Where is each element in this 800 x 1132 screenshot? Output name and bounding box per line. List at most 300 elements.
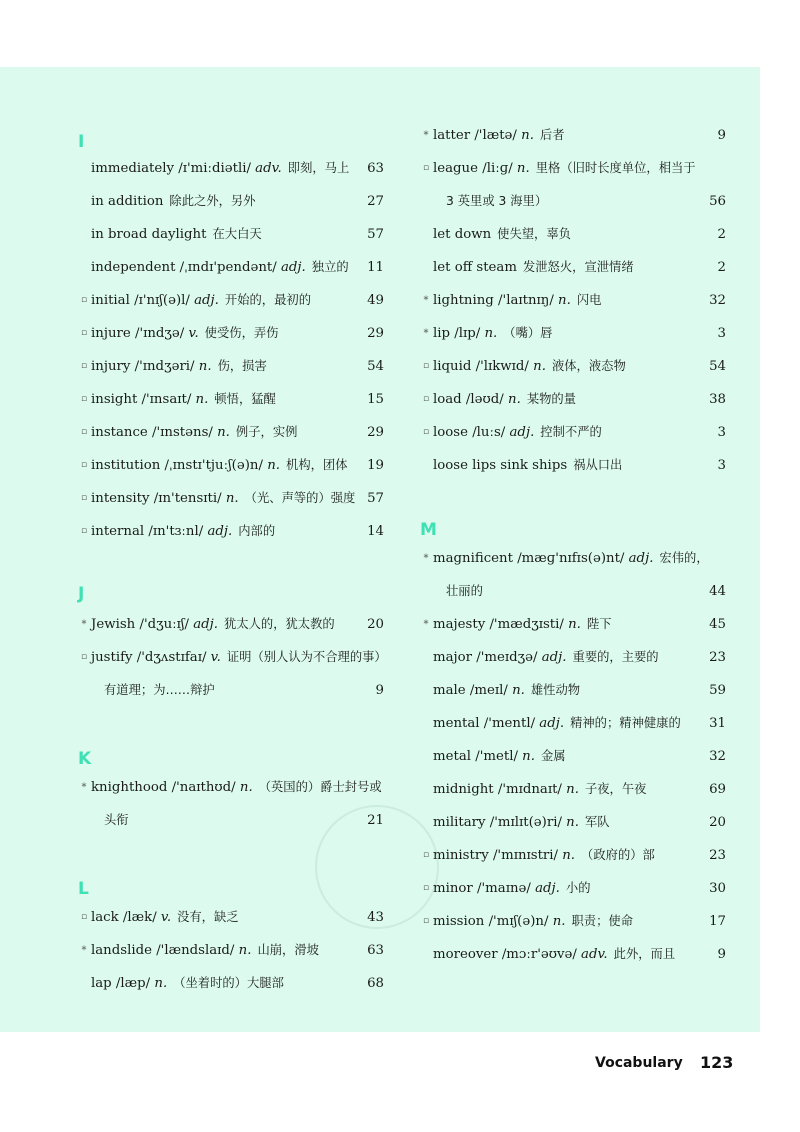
pronunciation: /'ɪnsaɪt/ bbox=[137, 392, 192, 407]
page-ref: 45 bbox=[709, 617, 726, 632]
vocab-entry bbox=[420, 350, 726, 383]
headword: lightning bbox=[433, 293, 494, 308]
part-of-speech: n. bbox=[561, 782, 579, 797]
definition: 祸从口出 bbox=[573, 458, 623, 472]
headword: justify bbox=[91, 650, 133, 665]
pronunciation: /'dʒʌstɪfaɪ/ bbox=[132, 650, 207, 665]
pronunciation: /læp/ bbox=[111, 976, 151, 991]
headword: instance bbox=[91, 425, 148, 440]
page-ref: 9 bbox=[717, 128, 726, 143]
entry-text bbox=[91, 317, 278, 350]
page-ref: 68 bbox=[367, 976, 384, 991]
entry-text bbox=[433, 839, 655, 872]
square-marker-icon: ▫ bbox=[80, 295, 88, 305]
page-ref: 9 bbox=[717, 947, 726, 962]
entry-continuation bbox=[420, 575, 726, 608]
vocab-entry bbox=[420, 284, 726, 317]
entry-text bbox=[91, 152, 349, 185]
vocab-entry bbox=[78, 934, 384, 967]
part-of-speech: n. bbox=[558, 848, 576, 863]
definition: 独立的 bbox=[311, 260, 349, 274]
headword: loose bbox=[433, 425, 468, 440]
part-of-speech: n. bbox=[150, 976, 168, 991]
page-ref: 54 bbox=[709, 359, 726, 374]
pronunciation: /ɪn'tɜːnl/ bbox=[144, 524, 204, 539]
entry-text bbox=[433, 905, 633, 938]
headword: landslide bbox=[91, 943, 152, 958]
square-marker-icon: ▫ bbox=[80, 912, 88, 922]
pronunciation: /'ɪndʒə/ bbox=[130, 326, 185, 341]
page-ref: 19 bbox=[367, 458, 384, 473]
definition: （光、声等的）强度 bbox=[244, 491, 356, 505]
page-ref: 49 bbox=[367, 293, 384, 308]
square-marker-icon: ▫ bbox=[422, 163, 430, 173]
entry-text bbox=[91, 771, 382, 804]
definition: 在大白天 bbox=[212, 227, 262, 241]
definition: 3 英里或 3 海里） bbox=[446, 194, 548, 208]
headword: major bbox=[433, 650, 473, 665]
star-marker-icon: * bbox=[81, 945, 87, 956]
vocab-entry bbox=[420, 905, 726, 938]
entry-text bbox=[91, 350, 267, 383]
pronunciation: /'ɪnstəns/ bbox=[147, 425, 213, 440]
pronunciation: /'ɪndʒəri/ bbox=[130, 359, 195, 374]
square-marker-icon: ▫ bbox=[422, 427, 430, 437]
entry-text bbox=[91, 416, 297, 449]
square-marker-icon: ▫ bbox=[422, 361, 430, 371]
section-letter: J bbox=[78, 584, 85, 604]
star-marker-icon: * bbox=[81, 619, 87, 630]
pronunciation: /ɪn'tensɪti/ bbox=[149, 491, 222, 506]
pronunciation: /ˌɪndɪ'pendənt/ bbox=[175, 260, 277, 275]
page-ref: 69 bbox=[709, 782, 726, 797]
page-ref: 23 bbox=[709, 650, 726, 665]
vocab-entry bbox=[420, 449, 726, 482]
definition: （政府的）部 bbox=[581, 848, 655, 862]
definition: （英国的）爵士封号或 bbox=[258, 780, 382, 794]
definition: 陛下 bbox=[586, 617, 612, 631]
pronunciation: /læk/ bbox=[118, 910, 157, 925]
headword: minor bbox=[433, 881, 473, 896]
page-ref: 29 bbox=[367, 425, 384, 440]
entry-text bbox=[433, 383, 576, 416]
part-of-speech: n. bbox=[553, 293, 571, 308]
part-of-speech: n. bbox=[221, 491, 239, 506]
entry-text bbox=[433, 806, 610, 839]
page-ref: 32 bbox=[709, 293, 726, 308]
vocab-entry bbox=[78, 185, 384, 218]
definition: 重要的，主要的 bbox=[572, 650, 659, 664]
entry-text bbox=[433, 641, 659, 674]
vocabulary-panel bbox=[0, 67, 760, 1032]
part-of-speech: n. bbox=[516, 128, 534, 143]
definition: 证明（别人认为不合理的事） bbox=[226, 650, 387, 664]
star-marker-icon: * bbox=[81, 782, 87, 793]
part-of-speech: v. bbox=[206, 650, 221, 665]
part-of-speech: n. bbox=[235, 780, 253, 795]
pronunciation: /'lɪkwɪd/ bbox=[471, 359, 529, 374]
part-of-speech: adj. bbox=[535, 716, 565, 731]
entry-continuation bbox=[420, 185, 726, 218]
pronunciation: /liːɡ/ bbox=[478, 161, 513, 176]
definition: 液体，液态物 bbox=[551, 359, 626, 373]
entry-text bbox=[433, 251, 634, 284]
page-ref: 43 bbox=[367, 910, 384, 925]
definition: 闪电 bbox=[576, 293, 602, 307]
part-of-speech: adj. bbox=[189, 617, 219, 632]
part-of-speech: v. bbox=[184, 326, 199, 341]
vocab-entry bbox=[420, 416, 726, 449]
pronunciation: /'mentl/ bbox=[479, 716, 536, 731]
square-marker-icon: ▫ bbox=[80, 526, 88, 536]
headword: midnight bbox=[433, 782, 494, 797]
section-letter: I bbox=[78, 132, 85, 152]
definition: 没有，缺乏 bbox=[177, 910, 239, 924]
definition: 此外，而且 bbox=[613, 947, 676, 961]
part-of-speech: adv. bbox=[250, 161, 282, 176]
pronunciation: /'lætə/ bbox=[470, 128, 517, 143]
definition: 某物的量 bbox=[526, 392, 577, 406]
headword: lap bbox=[91, 976, 112, 991]
part-of-speech: v. bbox=[156, 910, 172, 925]
part-of-speech: adv. bbox=[576, 947, 608, 962]
square-marker-icon: ▫ bbox=[80, 328, 88, 338]
headword: male bbox=[433, 683, 466, 698]
vocab-entry bbox=[420, 839, 726, 872]
entry-continuation bbox=[78, 674, 384, 707]
headword: magnificent bbox=[433, 551, 513, 566]
part-of-speech: n. bbox=[563, 617, 581, 632]
headword: initial bbox=[91, 293, 130, 308]
entry-text bbox=[91, 608, 335, 641]
headword: injure bbox=[91, 326, 131, 341]
section-letter: K bbox=[78, 749, 92, 769]
part-of-speech: n. bbox=[507, 683, 525, 698]
pronunciation: /ɪ'nɪʃ(ə)l/ bbox=[129, 293, 190, 308]
page-ref: 59 bbox=[709, 683, 726, 698]
entry-text bbox=[433, 350, 626, 383]
headword: load bbox=[433, 392, 462, 407]
page-ref: 57 bbox=[367, 491, 384, 506]
definition: 使失望，辜负 bbox=[497, 227, 571, 241]
definition: 小的 bbox=[565, 881, 591, 895]
entry-text bbox=[433, 317, 552, 350]
headword: moreover bbox=[433, 947, 498, 962]
part-of-speech: n. bbox=[512, 161, 530, 176]
definition: 山崩，滑坡 bbox=[257, 943, 319, 957]
entry-text bbox=[433, 449, 622, 482]
headword: knighthood bbox=[91, 780, 168, 795]
page-ref: 2 bbox=[717, 227, 726, 242]
vocab-entry bbox=[78, 771, 384, 804]
part-of-speech: n. bbox=[517, 749, 535, 764]
headword: mental bbox=[433, 716, 480, 731]
definition: 军队 bbox=[584, 815, 610, 829]
vocab-entry bbox=[78, 152, 384, 185]
section-letter: M bbox=[420, 520, 437, 540]
pronunciation: /'laɪtnɪŋ/ bbox=[493, 293, 554, 308]
definition: 雄性动物 bbox=[530, 683, 581, 697]
part-of-speech: n. bbox=[528, 359, 546, 374]
page-ref: 20 bbox=[709, 815, 726, 830]
entry-text bbox=[91, 185, 256, 218]
entry-text bbox=[433, 542, 709, 575]
pronunciation: /'mɪʃ(ə)n/ bbox=[484, 914, 549, 929]
page-ref: 2 bbox=[717, 260, 726, 275]
vocab-entry bbox=[78, 251, 384, 284]
entry-text bbox=[91, 218, 262, 251]
pronunciation: /'lændslaɪd/ bbox=[151, 943, 235, 958]
headword: mission bbox=[433, 914, 485, 929]
vocab-entry bbox=[420, 707, 726, 740]
pronunciation: /'meɪdʒə/ bbox=[472, 650, 538, 665]
pronunciation: /ˌɪnstɪ'tjuːʃ(ə)n/ bbox=[160, 458, 263, 473]
part-of-speech: n. bbox=[262, 458, 281, 473]
page-ref: 29 bbox=[367, 326, 384, 341]
entry-text bbox=[91, 383, 276, 416]
entry-continuation bbox=[78, 804, 384, 837]
star-marker-icon: * bbox=[423, 130, 429, 141]
page-ref: 63 bbox=[367, 943, 384, 958]
page-ref: 17 bbox=[709, 914, 726, 929]
vocab-entry bbox=[78, 608, 384, 641]
vocab-entry bbox=[420, 806, 726, 839]
square-marker-icon: ▫ bbox=[422, 394, 430, 404]
entry-text bbox=[433, 119, 565, 152]
vocab-entry bbox=[78, 284, 384, 317]
pronunciation: /meɪl/ bbox=[465, 683, 508, 698]
headword: immediately bbox=[91, 161, 175, 176]
entry-text bbox=[433, 773, 646, 806]
headword: metal bbox=[433, 749, 472, 764]
vocab-entry bbox=[420, 674, 726, 707]
vocab-entry bbox=[78, 317, 384, 350]
footer-label: Vocabulary bbox=[595, 1055, 683, 1071]
vocab-entry bbox=[78, 383, 384, 416]
entry-text bbox=[433, 608, 612, 641]
entry-text bbox=[91, 515, 275, 548]
square-marker-icon: ▫ bbox=[422, 850, 430, 860]
definition: 内部的 bbox=[238, 524, 276, 538]
definition: 有道理；为……辩护 bbox=[104, 683, 215, 697]
part-of-speech: n. bbox=[503, 392, 521, 407]
vocab-entry bbox=[420, 119, 726, 152]
entry-text bbox=[91, 901, 239, 934]
page-ref: 11 bbox=[367, 260, 384, 275]
entry-text bbox=[433, 416, 602, 449]
page-ref: 3 bbox=[717, 458, 726, 473]
page-number: 123 bbox=[700, 1053, 734, 1072]
headword: in broad daylight bbox=[91, 227, 207, 242]
definition: 即刻，马上 bbox=[287, 161, 350, 175]
page-ref: 15 bbox=[367, 392, 384, 407]
definition: 伤，损害 bbox=[217, 359, 267, 373]
page-ref: 32 bbox=[709, 749, 726, 764]
pronunciation: /'dʒuːɪʃ/ bbox=[135, 617, 189, 632]
square-marker-icon: ▫ bbox=[80, 493, 88, 503]
headword: institution bbox=[91, 458, 161, 473]
vocab-entry bbox=[78, 482, 384, 515]
definition: 宏伟的， bbox=[659, 551, 709, 565]
definition: 发泄怒火，宣泄情绪 bbox=[522, 260, 634, 274]
star-marker-icon: * bbox=[423, 295, 429, 306]
square-marker-icon: ▫ bbox=[422, 916, 430, 926]
vocab-entry bbox=[420, 383, 726, 416]
definition: 头衔 bbox=[104, 813, 129, 827]
part-of-speech: adj. bbox=[537, 650, 567, 665]
vocab-entry bbox=[420, 542, 726, 575]
definition: 精神的；精神健康的 bbox=[570, 716, 681, 730]
definition: 使受伤，弄伤 bbox=[204, 326, 279, 340]
vocab-entry bbox=[420, 773, 726, 806]
definition: 犹太人的，犹太教的 bbox=[224, 617, 335, 631]
part-of-speech: n. bbox=[191, 392, 209, 407]
page-ref: 9 bbox=[375, 683, 384, 698]
vocab-entry bbox=[78, 350, 384, 383]
page-ref: 21 bbox=[367, 813, 384, 828]
pronunciation: /mæɡ'nɪfɪs(ə)nt/ bbox=[512, 551, 625, 566]
definition: 职责；使命 bbox=[571, 914, 633, 928]
pronunciation: /'mædʒɪsti/ bbox=[485, 617, 564, 632]
entry-text bbox=[91, 482, 355, 515]
page-ref: 30 bbox=[709, 881, 726, 896]
vocab-entry bbox=[420, 608, 726, 641]
entry-text bbox=[91, 934, 319, 967]
entry-text bbox=[91, 641, 387, 674]
definition: 控制不严的 bbox=[540, 425, 602, 439]
definition: （嘴）唇 bbox=[503, 326, 553, 340]
square-marker-icon: ▫ bbox=[80, 394, 88, 404]
entry-text bbox=[91, 449, 348, 482]
entry-text bbox=[433, 674, 580, 707]
page-ref: 56 bbox=[709, 194, 726, 209]
headword: lack bbox=[91, 910, 119, 925]
page-ref: 3 bbox=[717, 425, 726, 440]
part-of-speech: n. bbox=[480, 326, 498, 341]
pronunciation: /'mɪlɪt(ə)ri/ bbox=[485, 815, 562, 830]
part-of-speech: adj. bbox=[203, 524, 233, 539]
definition: 除此之外，另外 bbox=[169, 194, 256, 208]
part-of-speech: n. bbox=[212, 425, 230, 440]
vocab-entry bbox=[420, 218, 726, 251]
definition: 里格（旧时长度单位，相当于 bbox=[535, 161, 696, 175]
headword: let off steam bbox=[433, 260, 517, 275]
definition: 例子，实例 bbox=[235, 425, 298, 439]
entry-text bbox=[91, 251, 349, 284]
square-marker-icon: ▫ bbox=[80, 652, 88, 662]
vocab-entry bbox=[420, 251, 726, 284]
headword: liquid bbox=[433, 359, 472, 374]
pronunciation: /'mɪdnaɪt/ bbox=[493, 782, 562, 797]
part-of-speech: n. bbox=[548, 914, 566, 929]
part-of-speech: adj. bbox=[505, 425, 535, 440]
entry-text bbox=[433, 938, 675, 971]
headword: military bbox=[433, 815, 486, 830]
entry-text bbox=[433, 740, 566, 773]
headword: internal bbox=[91, 524, 145, 539]
pronunciation: /mɔːr'əʊvə/ bbox=[497, 947, 577, 962]
entry-text bbox=[433, 872, 591, 905]
pronunciation: /ɪ'miːdiətli/ bbox=[174, 161, 251, 176]
headword: league bbox=[433, 161, 478, 176]
headword: majesty bbox=[433, 617, 486, 632]
page-ref: 44 bbox=[709, 584, 726, 599]
entry-text bbox=[433, 152, 696, 185]
definition: 金属 bbox=[540, 749, 566, 763]
square-marker-icon: ▫ bbox=[422, 883, 430, 893]
part-of-speech: n. bbox=[234, 943, 252, 958]
headword: in addition bbox=[91, 194, 164, 209]
vocab-entry bbox=[420, 740, 726, 773]
headword: let down bbox=[433, 227, 492, 242]
vocab-entry bbox=[78, 449, 384, 482]
page-ref: 14 bbox=[367, 524, 384, 539]
vocab-entry bbox=[78, 218, 384, 251]
page-ref: 38 bbox=[709, 392, 726, 407]
definition: 子夜，午夜 bbox=[584, 782, 647, 796]
vocab-entry bbox=[420, 872, 726, 905]
square-marker-icon: ▫ bbox=[80, 460, 88, 470]
definition: 开始的，最初的 bbox=[224, 293, 311, 307]
definition: 顿悟，猛醒 bbox=[214, 392, 276, 406]
part-of-speech: adj. bbox=[189, 293, 219, 308]
headword: lip bbox=[433, 326, 451, 341]
entry-text bbox=[433, 284, 601, 317]
definition: 后者 bbox=[539, 128, 565, 142]
entry-text bbox=[91, 967, 284, 1000]
page-ref: 57 bbox=[367, 227, 384, 242]
headword: insight bbox=[91, 392, 138, 407]
page-ref: 63 bbox=[367, 161, 384, 176]
headword: loose lips sink ships bbox=[433, 458, 568, 473]
headword: Jewish bbox=[91, 617, 136, 632]
pronunciation: /'maɪnə/ bbox=[472, 881, 531, 896]
section-letter: L bbox=[78, 879, 89, 899]
vocab-entry bbox=[78, 967, 384, 1000]
entry-text bbox=[433, 707, 681, 740]
part-of-speech: adj. bbox=[530, 881, 560, 896]
headword: independent bbox=[91, 260, 176, 275]
page-ref: 54 bbox=[367, 359, 384, 374]
pronunciation: /'naɪthʊd/ bbox=[167, 780, 236, 795]
vocab-entry bbox=[420, 641, 726, 674]
headword: injury bbox=[91, 359, 131, 374]
pronunciation: /'metl/ bbox=[471, 749, 518, 764]
part-of-speech: n. bbox=[194, 359, 212, 374]
page-ref: 20 bbox=[367, 617, 384, 632]
pronunciation: /'mɪnɪstri/ bbox=[488, 848, 559, 863]
definition: 壮丽的 bbox=[446, 584, 483, 598]
page-ref: 31 bbox=[709, 716, 726, 731]
vocab-entry bbox=[78, 416, 384, 449]
vocab-entry bbox=[420, 317, 726, 350]
vocab-entry bbox=[78, 641, 387, 674]
vocab-entry bbox=[78, 901, 384, 934]
page-ref: 23 bbox=[709, 848, 726, 863]
star-marker-icon: * bbox=[423, 328, 429, 339]
definition: （坐着时的）大腿部 bbox=[173, 976, 284, 990]
vocab-entry bbox=[420, 152, 726, 185]
vocab-entry bbox=[78, 515, 384, 548]
square-marker-icon: ▫ bbox=[80, 361, 88, 371]
headword: intensity bbox=[91, 491, 150, 506]
page-ref: 27 bbox=[367, 194, 384, 209]
vocab-entry bbox=[420, 938, 726, 971]
page-ref: 3 bbox=[717, 326, 726, 341]
pronunciation: /luːs/ bbox=[467, 425, 506, 440]
entry-text bbox=[91, 284, 311, 317]
square-marker-icon: ▫ bbox=[80, 427, 88, 437]
